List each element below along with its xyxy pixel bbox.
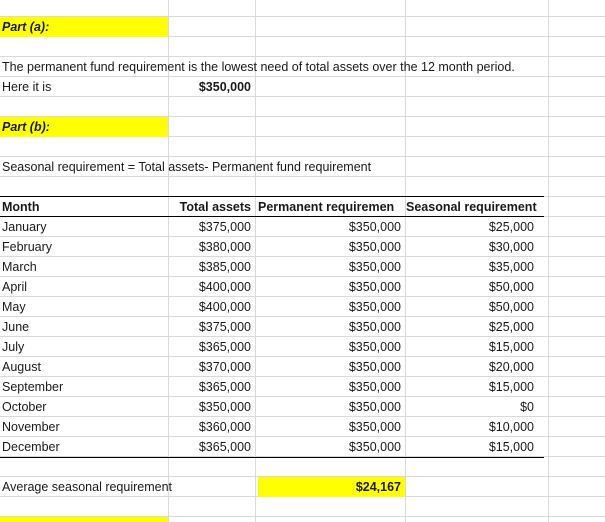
cell-total-assets[interactable]: $385,000: [198, 260, 251, 274]
cell-total-assets[interactable]: $360,000: [198, 420, 251, 434]
cell-total-assets[interactable]: $400,000: [198, 300, 251, 314]
cell-seasonal-requirement[interactable]: $25,000: [488, 220, 534, 234]
cell-permanent-requirement[interactable]: $350,000: [348, 220, 401, 234]
cell-total-assets[interactable]: $365,000: [198, 440, 251, 454]
cell-seasonal-requirement[interactable]: $15,000: [488, 340, 534, 354]
cell-permanent-requirement[interactable]: $350,000: [348, 340, 401, 354]
cell-seasonal-requirement[interactable]: $50,000: [488, 280, 534, 294]
header-month[interactable]: Month: [2, 200, 40, 214]
header-seasonal-requirement[interactable]: Seasonal requirement: [406, 200, 537, 214]
cell-total-assets[interactable]: $375,000: [198, 320, 251, 334]
cell-seasonal-requirement[interactable]: $15,000: [488, 440, 534, 454]
header-total-assets[interactable]: Total assets: [179, 200, 251, 214]
cell-seasonal-requirement[interactable]: $35,000: [488, 260, 534, 274]
cell-month[interactable]: June: [2, 320, 30, 334]
cell-month[interactable]: February: [2, 240, 53, 254]
cell-total-assets[interactable]: $365,000: [198, 380, 251, 394]
part-a-label[interactable]: Part (a):: [2, 20, 50, 34]
average-label[interactable]: Average seasonal requirement: [2, 480, 173, 494]
here-it-is-label[interactable]: Here it is: [2, 80, 52, 94]
cell-permanent-requirement[interactable]: $350,000: [348, 240, 401, 254]
cell-month[interactable]: March: [2, 260, 37, 274]
part-a-statement[interactable]: The permanent fund requirement is the lowest need of total assets over the 12 month period.: [2, 60, 515, 74]
cell-total-assets[interactable]: $370,000: [198, 360, 251, 374]
highlight-next: [0, 517, 168, 522]
cell-seasonal-requirement[interactable]: $15,000: [488, 380, 534, 394]
cell-seasonal-requirement[interactable]: $0: [520, 400, 534, 414]
seasonal-formula[interactable]: Seasonal requirement = Total assets- Permanent fund requirement: [2, 160, 372, 174]
average-value[interactable]: $24,167: [355, 480, 401, 494]
cell-total-assets[interactable]: $350,000: [198, 400, 251, 414]
cell-total-assets[interactable]: $375,000: [198, 220, 251, 234]
table-bottom-border: [0, 457, 544, 458]
cell-month[interactable]: December: [2, 440, 60, 454]
cell-seasonal-requirement[interactable]: $50,000: [488, 300, 534, 314]
part-b-label[interactable]: Part (b):: [2, 120, 50, 134]
cell-month[interactable]: August: [2, 360, 41, 374]
cell-permanent-requirement[interactable]: $350,000: [348, 280, 401, 294]
cell-seasonal-requirement[interactable]: $30,000: [488, 240, 534, 254]
row-divider: [0, 96, 605, 97]
cell-permanent-requirement[interactable]: $350,000: [348, 400, 401, 414]
cell-seasonal-requirement[interactable]: $10,000: [488, 420, 534, 434]
cell-total-assets[interactable]: $365,000: [198, 340, 251, 354]
cell-permanent-requirement[interactable]: $350,000: [348, 440, 401, 454]
permanent-requirement-value[interactable]: $350,000: [198, 80, 251, 94]
header-permanent-requirement[interactable]: Permanent requiremen: [258, 200, 395, 214]
column-divider: [548, 0, 549, 522]
cell-seasonal-requirement[interactable]: $25,000: [488, 320, 534, 334]
cell-permanent-requirement[interactable]: $350,000: [348, 300, 401, 314]
cell-month[interactable]: October: [2, 400, 47, 414]
cell-month[interactable]: November: [2, 420, 60, 434]
cell-month[interactable]: April: [2, 280, 28, 294]
cell-permanent-requirement[interactable]: $350,000: [348, 320, 401, 334]
cell-permanent-requirement[interactable]: $350,000: [348, 360, 401, 374]
cell-month[interactable]: September: [2, 380, 64, 394]
cell-permanent-requirement[interactable]: $350,000: [348, 380, 401, 394]
cell-permanent-requirement[interactable]: $350,000: [348, 420, 401, 434]
cell-month[interactable]: July: [2, 340, 25, 354]
cell-total-assets[interactable]: $380,000: [198, 240, 251, 254]
column-divider: [255, 0, 256, 522]
cell-month[interactable]: January: [2, 220, 47, 234]
cell-seasonal-requirement[interactable]: $20,000: [488, 360, 534, 374]
cell-month[interactable]: May: [2, 300, 26, 314]
cell-total-assets[interactable]: $400,000: [198, 280, 251, 294]
cell-permanent-requirement[interactable]: $350,000: [348, 260, 401, 274]
